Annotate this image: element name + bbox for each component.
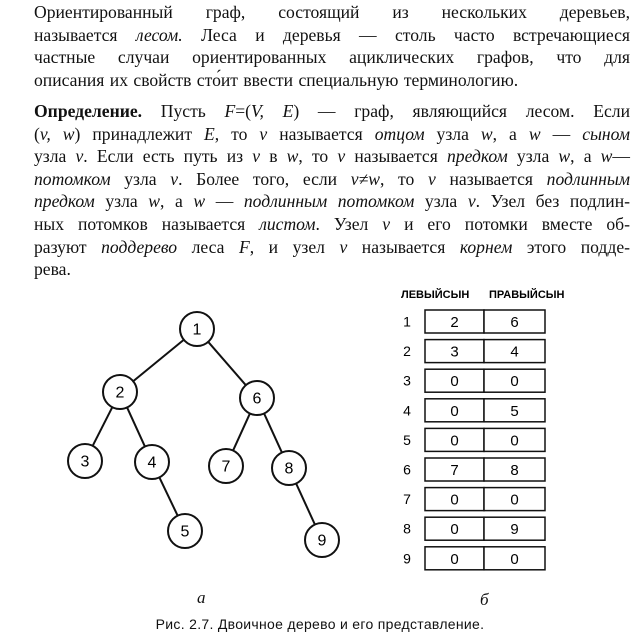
- tree-edge-4-5: [159, 477, 177, 515]
- text-segment: , и узел: [249, 236, 340, 257]
- text-segment: Определение.: [34, 101, 143, 121]
- text-segment: ных потомков называется: [34, 213, 260, 234]
- sublabel-a: а: [197, 588, 206, 607]
- text-segment: леса: [177, 236, 240, 257]
- table-cell-value-left: 3: [450, 343, 459, 361]
- text-segment: w: [558, 146, 571, 167]
- tree-node-8: [272, 451, 306, 485]
- table-cell-value-right: 0: [510, 550, 519, 568]
- text-segment: называется: [345, 146, 447, 167]
- text-segment: w: [286, 146, 299, 167]
- table-cell-value-right: 9: [510, 521, 519, 539]
- table-cell-value-left: 0: [450, 521, 459, 539]
- text-segment: v≠w: [350, 168, 380, 189]
- text-segment: потомком: [34, 168, 111, 189]
- text-segment: v: [467, 191, 476, 212]
- text-segment: F: [239, 236, 250, 257]
- table-row-label: 3: [403, 372, 411, 389]
- text-segment: предком: [446, 146, 508, 167]
- table-row-label: 7: [403, 491, 411, 508]
- tree-node-3: [68, 444, 102, 478]
- text-segment: —: [612, 146, 631, 167]
- text-segment: корнем: [459, 236, 513, 257]
- text-segment: v: [339, 236, 348, 257]
- text-segment: лесом.: [135, 24, 183, 45]
- text-segment: называется: [267, 123, 375, 144]
- table-cell-value-right: 0: [510, 432, 519, 450]
- text-segment: w: [193, 191, 206, 212]
- tree-node-label: 1: [192, 321, 202, 339]
- tree-node-label: 9: [317, 532, 327, 550]
- sublabel-b: б: [480, 590, 489, 609]
- text-segment: w: [480, 123, 493, 144]
- text-segment: w: [148, 191, 161, 212]
- table-cell-value-right: 5: [510, 402, 519, 420]
- table-row-label: 4: [403, 402, 411, 419]
- tree-node-label: 2: [115, 384, 125, 402]
- text-segment: частные случаи ориентированных ациклических графов, что для: [34, 47, 630, 68]
- table-cell-value-left: 0: [450, 432, 459, 450]
- text-segment: =(: [235, 101, 252, 121]
- text-segment: называется: [34, 24, 136, 45]
- table-row-label: 5: [403, 431, 411, 448]
- text-segment: листом: [259, 213, 316, 234]
- table-row-label: 9: [403, 550, 411, 567]
- text-segment: w: [528, 123, 541, 144]
- text-segment: подлинным: [546, 168, 630, 189]
- text-segment: v: [382, 213, 391, 234]
- text-segment: , то: [298, 146, 338, 167]
- text-segment: w: [600, 146, 613, 167]
- tree-node-label: 8: [284, 460, 294, 478]
- text-segment: отцом: [374, 123, 425, 144]
- table-cell-value-left: 0: [450, 373, 459, 391]
- children-table: [401, 288, 565, 570]
- text-segment: V, E: [251, 101, 294, 121]
- text-segment: называется: [435, 168, 547, 189]
- text-segment: . Более того, если: [178, 168, 351, 189]
- text-segment: узла: [110, 168, 171, 189]
- text-segment: . Если есть путь из: [83, 146, 253, 167]
- text-segment: , то: [214, 123, 260, 144]
- text-segment: узла: [414, 191, 468, 212]
- tree-edge-6-7: [233, 413, 250, 450]
- tree-node-label: 7: [221, 458, 231, 476]
- tree-node-label: 6: [252, 390, 262, 408]
- table-header-right: ПРАВЫЙСЫН: [489, 289, 565, 301]
- text-segment: узла: [424, 123, 481, 144]
- text-segment: называется: [347, 236, 460, 257]
- tree-node-7: [209, 449, 243, 483]
- text-segment: этого подде-: [512, 236, 630, 257]
- tree-edges: [93, 340, 315, 525]
- text-segment: Пусть: [142, 101, 225, 121]
- table-cell-value-right: 8: [510, 462, 519, 479]
- text-segment: . Узел: [315, 213, 383, 234]
- figure-caption: Рис. 2.7. Двоичное дерево и его представление.: [155, 616, 485, 632]
- text-segment: Леса и деревья — столь часто встречающиеся: [182, 24, 630, 45]
- text-segment: рева.: [34, 259, 71, 280]
- text-segment: ) — граф, являющийся лесом. Если: [293, 101, 630, 121]
- tree-edge-2-3: [93, 407, 113, 446]
- text-segment: узла: [34, 146, 76, 167]
- table-cell-value-right: 6: [510, 314, 519, 331]
- tree-node-6: [240, 381, 274, 415]
- text-segment: разуют: [34, 236, 102, 257]
- text-segment: v: [75, 146, 84, 167]
- tree-node-label: 4: [147, 454, 157, 472]
- tree-edge-6-8: [264, 413, 282, 452]
- text-segment: подлинным потомком: [243, 191, 415, 212]
- text-segment: v, w: [39, 123, 75, 144]
- text-segment: , а: [492, 123, 529, 144]
- text-segment: F: [224, 101, 236, 121]
- table-cell-value-left: 0: [450, 402, 459, 420]
- text-segment: . Узел без подлин-: [475, 191, 630, 212]
- tree-node-9: [305, 523, 339, 557]
- tree-node-label: 5: [180, 523, 190, 541]
- text-segment: ) принадлежит: [74, 123, 204, 144]
- tree-nodes: [68, 312, 339, 557]
- table-cell-value-left: 0: [450, 491, 459, 509]
- text-segment: —: [205, 191, 244, 212]
- text-segment: Ориентированный граф, состоящий из нескольких деревьев,: [34, 2, 630, 22]
- tree-node-5: [168, 514, 202, 548]
- text-segment: сыном: [582, 123, 630, 144]
- table-row-label: 2: [403, 343, 411, 360]
- text-segment: v: [337, 146, 346, 167]
- text-segment: поддерево: [101, 236, 178, 257]
- table-header-left: ЛЕВЫЙСЫН: [401, 289, 470, 301]
- text-segment: предком: [34, 191, 95, 212]
- text-segment: узла: [507, 146, 559, 167]
- text-segment: в: [260, 146, 287, 167]
- text-segment: и его потомки вместе об-: [390, 213, 630, 234]
- table-cell-value-left: 2: [450, 314, 459, 331]
- table-cell-value-right: 0: [510, 373, 519, 391]
- text-segment: (: [34, 123, 40, 144]
- table-row-label: 8: [403, 520, 411, 537]
- tree-edge-1-6: [208, 342, 246, 385]
- text-segment: , а: [160, 191, 194, 212]
- text-segment: v: [252, 146, 261, 167]
- tree-node-4: [135, 445, 169, 479]
- text-segment: E: [204, 123, 215, 144]
- text-segment: v: [427, 168, 436, 189]
- tree-edge-8-9: [296, 483, 315, 524]
- tree-node-2: [103, 375, 137, 409]
- tree-edge-1-2: [133, 340, 184, 381]
- text-segment: , а: [570, 146, 601, 167]
- text-segment: узла: [94, 191, 149, 212]
- tree-node-1: [180, 312, 214, 346]
- text-segment: —: [540, 123, 583, 144]
- text-segment: , то: [379, 168, 428, 189]
- table-row-label: 6: [403, 461, 411, 478]
- text-segment: v: [170, 168, 179, 189]
- table-row-label: 1: [403, 313, 411, 330]
- text-segment: v: [259, 123, 268, 144]
- table-cell-value-right: 4: [510, 343, 519, 361]
- table-cell-value-right: 0: [510, 491, 519, 509]
- tree-edge-2-4: [127, 407, 145, 446]
- text-segment: описания их свойств сто́ит ввести специальную терминологию.: [34, 69, 519, 90]
- table-cell-value-left: 7: [450, 462, 459, 479]
- tree-node-label: 3: [80, 453, 90, 471]
- table-cell-value-left: 0: [450, 550, 459, 568]
